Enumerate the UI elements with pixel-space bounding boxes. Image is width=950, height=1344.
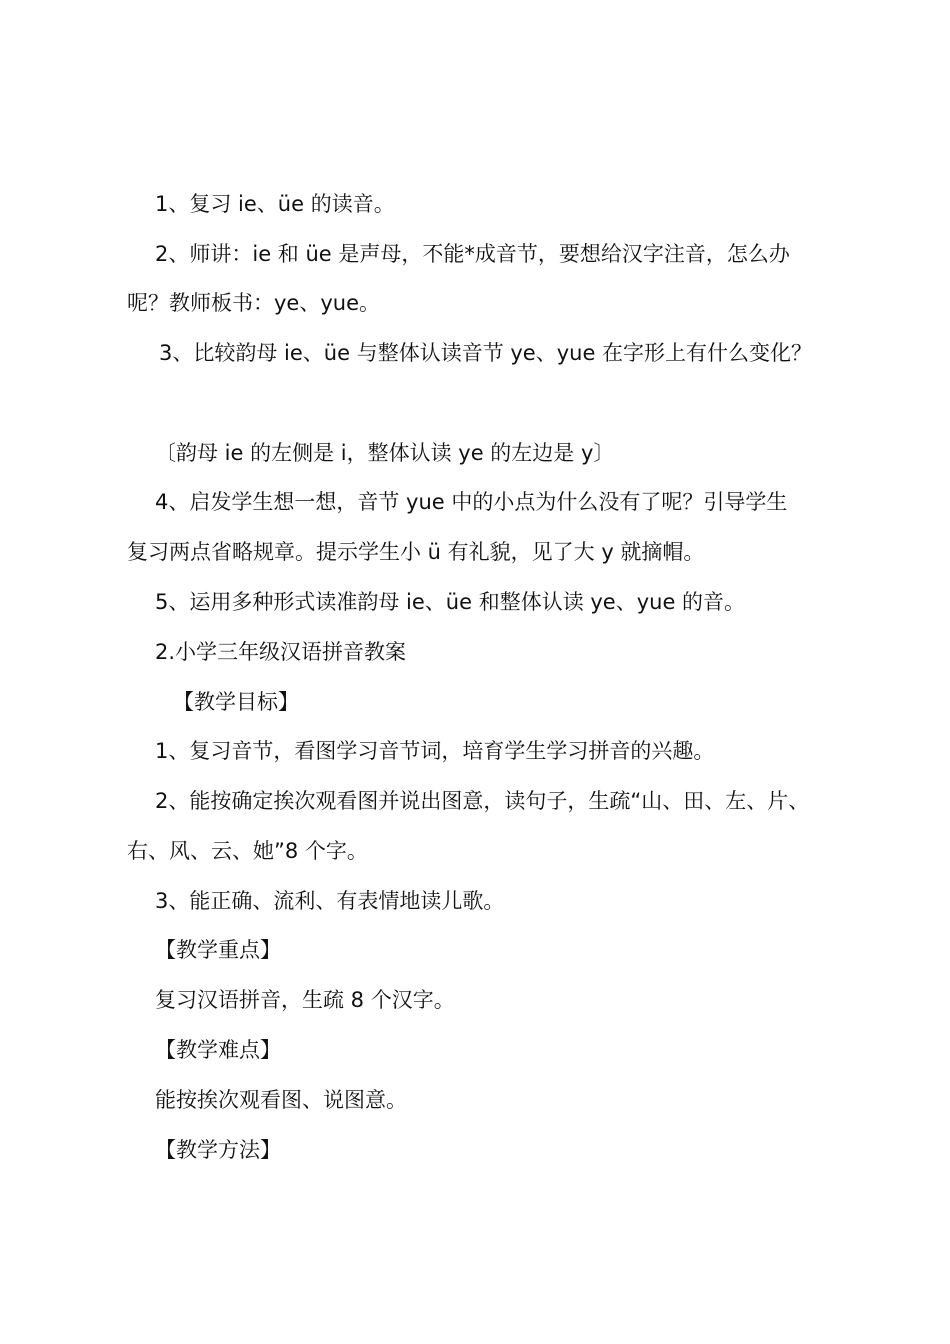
paragraph-read-accurately: 5、运用多种形式读准韵母 ie、üe 和整体认读 ye、yue 的音。 — [155, 590, 746, 614]
paragraph-goal-2-cont: 右、风、云、她”8 个字。 — [127, 839, 368, 863]
paragraph-compare-finals: 3、比较韵母 ie、üe 与整体认读音节 ye、yue 在字形上有什么变化？ — [159, 341, 813, 365]
section-title-lesson-plan: 2.小学三年级汉语拼音教案 — [155, 640, 407, 664]
paragraph-focus: 复习汉语拼音，生疏 8 个汉字。 — [155, 988, 455, 1012]
heading-teaching-focus: 【教学重点】 — [155, 938, 281, 962]
heading-teaching-difficulty: 【教学难点】 — [155, 1038, 281, 1062]
paragraph-review-ie-ue: 1、复习 ie、üe 的读音。 — [155, 192, 395, 216]
paragraph-goal-2: 2、能按确定挨次观看图并说出图意，读句子，生疏“山、田、左、片、 — [155, 789, 810, 813]
paragraph-teacher-explains-cont: 呢？教师板书：ye、yue。 — [127, 291, 381, 315]
heading-teaching-method: 【教学方法】 — [155, 1138, 281, 1162]
paragraph-goal-3: 3、能正确、流利、有表情地读儿歌。 — [155, 889, 505, 913]
paragraph-goal-1: 1、复习音节，看图学习音节词，培育学生学习拼音的兴趣。 — [155, 739, 715, 763]
heading-teaching-goals: 【教学目标】 — [173, 690, 299, 714]
paragraph-difficulty: 能按挨次观看图、说图意。 — [155, 1088, 407, 1112]
paragraph-note-left-side: 〔韵母 ie 的左侧是 i，整体认读 ye 的左边是 y〕 — [155, 441, 615, 465]
paragraph-inspire-students: 4、启发学生想一想，音节 yue 中的小点为什么没有了呢？引导学生 — [155, 490, 788, 514]
paragraph-teacher-explains: 2、师讲：ie 和 üe 是声母，不能*成音节，要想给汉字注音，怎么办 — [155, 242, 790, 266]
paragraph-inspire-students-cont: 复习两点省略规章。提示学生小 ü 有礼貌，见了大 y 就摘帽。 — [127, 540, 705, 564]
